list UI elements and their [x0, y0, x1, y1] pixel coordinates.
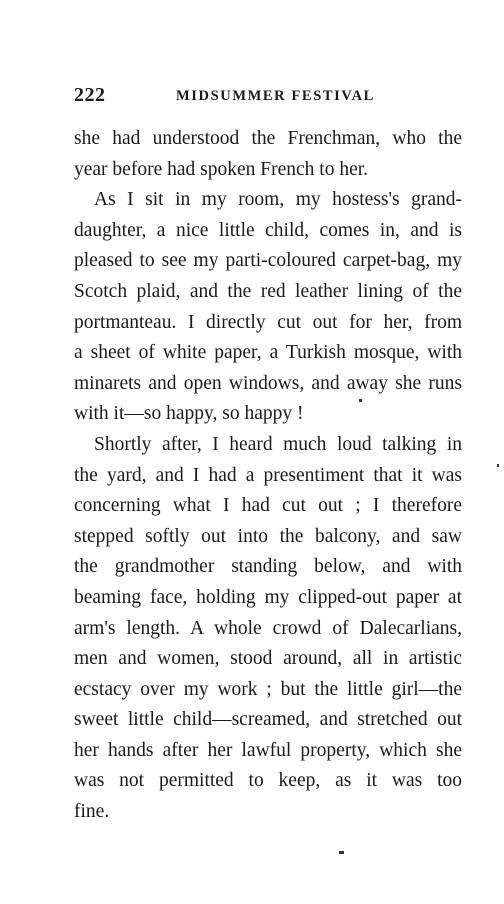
text-line: year before had spoken French to her. — [74, 158, 369, 180]
text-line: portmanteau. I directly cut out for her, from — [74, 311, 462, 333]
text-line: As I sit in my room, my hostess's grand- — [94, 189, 462, 211]
text-line: ecstacy over my work ; but the little girl—the — [74, 678, 462, 700]
text-line: Shortly after, I heard much loud talking in — [94, 433, 462, 455]
text-line: men and women, stood around, all in artistic — [74, 648, 462, 670]
text-line: Scotch plaid, and the red leather lining of the — [74, 280, 462, 302]
text-line: stepped softly out into the balcony, and saw — [74, 525, 462, 547]
body-text — [74, 124, 462, 828]
text-line: beaming face, holding my clipped-out paper at — [74, 586, 462, 608]
text-line: a sheet of white paper, a Turkish mosque, with — [74, 342, 462, 364]
text-line: daughter, a nice little child, comes in, and is — [74, 219, 462, 241]
text-line: the grandmother standing below, and with — [74, 556, 462, 578]
running-title: MIDSUMMER FESTIVAL — [176, 88, 375, 104]
print-speck — [359, 399, 362, 402]
text-line: arm's length. A whole crowd of Dalecarlians, — [74, 617, 462, 639]
page-number: 222 — [74, 84, 106, 106]
text-line: with it—so happy, so happy ! — [74, 403, 304, 425]
text-line: she had understood the Frenchman, who the — [74, 128, 462, 149]
text-line: concerning what I had cut out ; I therefore — [74, 495, 462, 517]
text-line: sweet little child—screamed, and stretched out — [74, 709, 462, 731]
running-head — [74, 84, 466, 112]
text-line: fine. — [74, 801, 110, 823]
text-line: was not permitted to keep, as it was too — [74, 770, 462, 792]
print-speck — [339, 851, 344, 854]
text-line: minarets and open windows, and away she runs — [74, 372, 462, 394]
text-line: her hands after her lawful property, which she — [74, 739, 462, 761]
text-line: the yard, and I had a presentiment that it was — [74, 464, 462, 486]
print-speck — [497, 464, 499, 467]
text-line: pleased to see my parti-coloured carpet-bag, my — [74, 250, 462, 272]
